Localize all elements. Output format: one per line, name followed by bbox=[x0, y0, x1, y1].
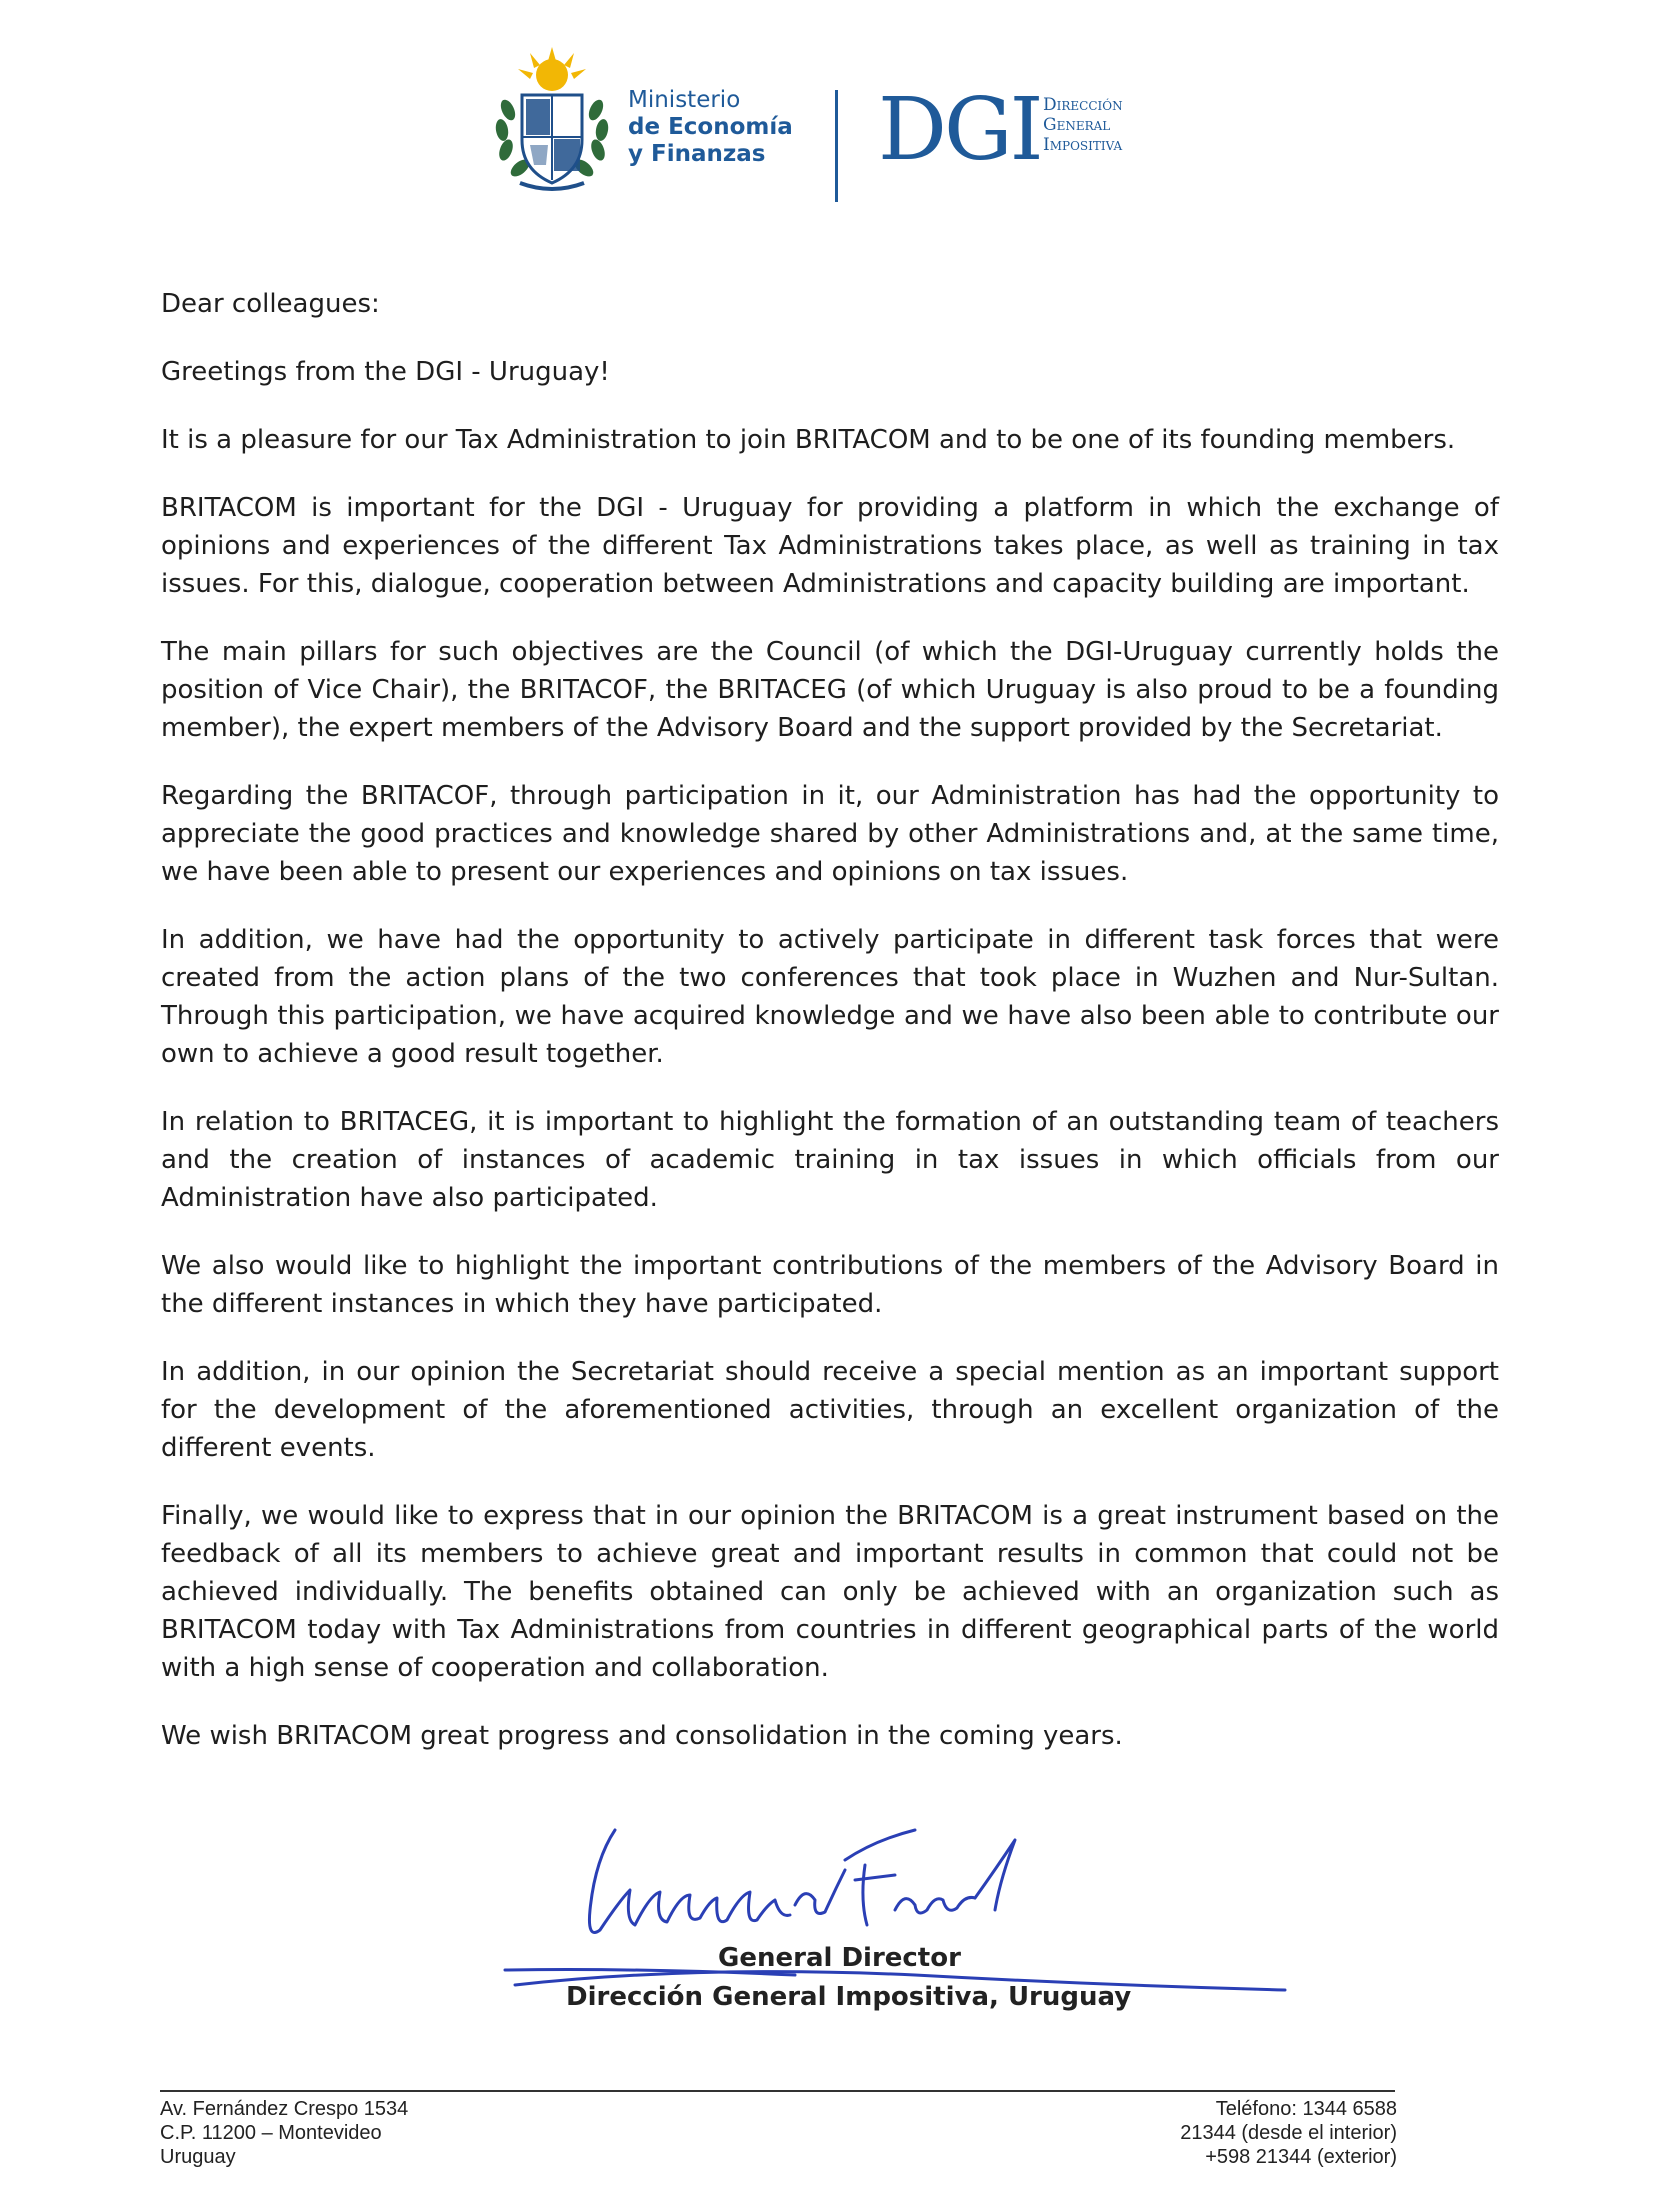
phone-line-2: 21344 (desde el interior) bbox=[1180, 2122, 1397, 2144]
dgi-subtitle-line-3: Impositiva bbox=[1043, 135, 1123, 155]
uruguay-coat-of-arms-icon bbox=[490, 45, 615, 195]
letterhead bbox=[490, 45, 1190, 195]
paragraph: We also would like to highlight the important contributions of the members of the Advisory Board in the different instances in which they have participated. bbox=[161, 1251, 1499, 1319]
footer-phone bbox=[1180, 2097, 1397, 2169]
paragraph: Finally, we would like to express that in our opinion the BRITACOM is a great instrument based on the feedback of all its members to achieve great and important results in common that could not be achieved individually. The benefits obtained can only be achieved with an organization such as BRITACOM today with Tax Administrations from countries in different geographical parts of the world with a high sense of cooperation and collaboration. bbox=[161, 1501, 1499, 1683]
header-divider bbox=[835, 90, 838, 202]
address-line-2: C.P. 11200 – Montevideo bbox=[160, 2122, 382, 2144]
paragraph: BRITACOM is important for the DGI - Uruguay for providing a platform in which the exchange of opinions and experiences of the different Tax Administrations takes place, as well as training in tax issues. For this, dialogue, cooperation between Administrations and capacity building are important. bbox=[161, 493, 1499, 599]
phone-line-1: Teléfono: 1344 6588 bbox=[1215, 2098, 1397, 2120]
footer-divider bbox=[160, 2090, 1395, 2092]
footer-address bbox=[160, 2097, 408, 2169]
dgi-subtitle-line-1: Dirección bbox=[1043, 95, 1123, 115]
paragraph: We wish BRITACOM great progress and consolidation in the coming years. bbox=[161, 1721, 1123, 1751]
address-line-1: Av. Fernández Crespo 1534 bbox=[160, 2098, 409, 2120]
paragraph: It is a pleasure for our Tax Administration to join BRITACOM and to be one of its founding members. bbox=[161, 425, 1456, 455]
dgi-logo: DGI bbox=[878, 80, 1041, 180]
ministry-line-3: y Finanzas bbox=[628, 141, 766, 167]
address-line-3: Uruguay bbox=[160, 2146, 236, 2168]
salutation: Dear colleagues: bbox=[161, 289, 380, 319]
dgi-subtitle-line-2: General bbox=[1043, 115, 1111, 135]
signer-title: General Director bbox=[718, 1943, 961, 1973]
paragraph: In addition, in our opinion the Secretariat should receive a special mention as an important support for the development of the aforementioned activities, through an excellent organization of the different events. bbox=[161, 1357, 1499, 1463]
ministry-name bbox=[628, 87, 793, 168]
letter-body bbox=[161, 285, 1499, 1785]
phone-line-3: +598 21344 (exterior) bbox=[1205, 2146, 1397, 2168]
ministry-line-2: de Economía bbox=[628, 114, 793, 140]
paragraph: In addition, we have had the opportunity to actively participate in different task forces that were created from the action plans of the two conferences that took place in Wuzhen and Nur-Sultan. Through this participation, we have acquired knowledge and we have also been able to contribute our own to achieve a good result together. bbox=[161, 925, 1499, 1069]
greeting: Greetings from the DGI - Uruguay! bbox=[161, 357, 610, 387]
signer-organization: Dirección General Impositiva, Uruguay bbox=[566, 1982, 1132, 2012]
dgi-subtitle bbox=[1043, 95, 1123, 155]
paragraph: The main pillars for such objectives are the Council (of which the DGI-Uruguay currently holds the position of Vice Chair), the BRITACOF, the BRITACEG (of which Uruguay is also proud to be a founding member), the expert members of the Advisory Board and the support provided by the Secretariat. bbox=[161, 637, 1499, 743]
paragraph: In relation to BRITACEG, it is important to highlight the formation of an outstanding team of teachers and the creation of instances of academic training in tax issues in which officials from our Administration have also participated. bbox=[161, 1107, 1499, 1213]
paragraph: Regarding the BRITACOF, through participation in it, our Administration has had the opportunity to appreciate the good practices and knowledge shared by other Administrations and, at the same time, we have been able to present our experiences and opinions on tax issues. bbox=[161, 781, 1499, 887]
ministry-line-1: Ministerio bbox=[628, 87, 741, 113]
